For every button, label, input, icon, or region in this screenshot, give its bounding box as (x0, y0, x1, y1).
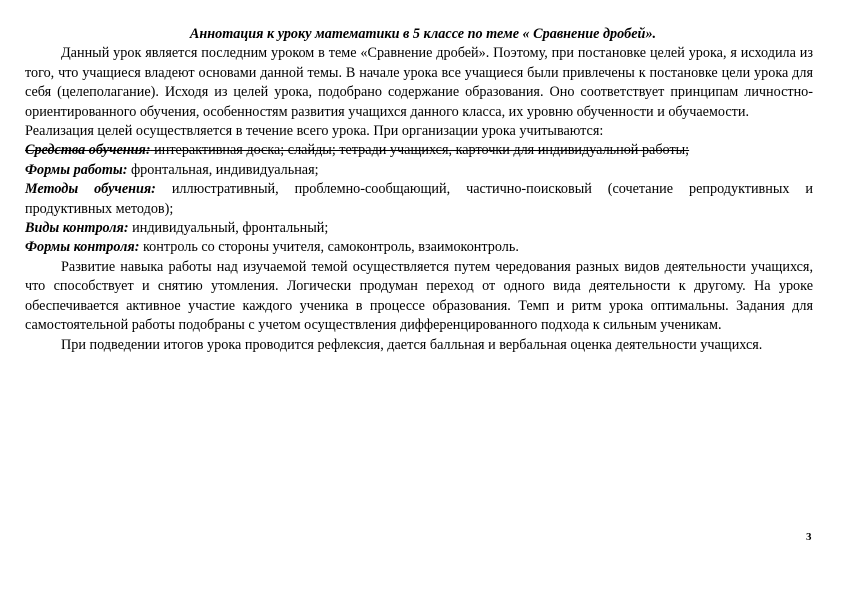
means-label: Средства обучения: (25, 142, 151, 159)
summary-paragraph: При подведении итогов урока проводится рефлексия, дается балльная и вербальная оценка деятельности учащихся. (61, 336, 763, 353)
development-paragraph: Развитие навыка работы над изучаемой темой осуществляется путем чередования разных видов деятельности учащихся, что способствует и снятию утомления. Логически продуман переход от одного вида деятельности к другому. На уроке обеспечивается активное участие каждого ученика в процессе образования. Темп и ритм урока оптимальны. Задания для самостоятельной работы подобраны с учетом осуществления дифференцированного подхода к сильным ученикам. (25, 258, 813, 334)
methods-paragraph (25, 180, 813, 219)
work-forms-text: фронтальная, индивидуальная; (127, 161, 319, 178)
control-types-text: индивидуальный, фронтальный; (128, 220, 329, 237)
control-forms-label: Формы контроля: (25, 239, 140, 256)
work-forms-paragraph (25, 161, 813, 180)
methods-label: Методы обучения: (25, 181, 156, 198)
document-page (25, 25, 813, 355)
means-paragraph (25, 141, 813, 160)
means-text: интерактивная доска; слайды; тетради учащихся, карточки для индивидуальной работы; (150, 142, 690, 159)
control-forms-text: контроль со стороны учителя, самоконтроль, взаимоконтроль. (139, 239, 519, 256)
work-forms-label: Формы работы: (25, 161, 128, 178)
control-types-label: Виды контроля: (25, 220, 129, 237)
intro-paragraph: Данный урок является последним уроком в теме «Сравнение дробей». Поэтому, при постановке целей урока, я исходила из того, что учащиеся владеют основами данной темы. В начале урока все учащиеся были привлечены к постановке цели урока для себя (целеполагание). Исходя из целей урока, подобрано содержание образования. Оно соответствует принципам личностно-ориентированного обучения, особенностям развития учащихся данного класса, их уровню обученности и обучаемости. (25, 45, 813, 120)
methods-text: иллюстративный, проблемно-сообщающий, частично-поисковый (сочетание репродуктивных и продуктивных методов); (25, 181, 813, 217)
control-types-paragraph (25, 219, 813, 238)
realization-paragraph: Реализация целей осуществляется в течение всего урока. При организации урока учитываются: (25, 123, 604, 140)
document-title: Аннотация к уроку математики в 5 классе по теме « Сравнение дробей». (189, 26, 657, 42)
control-forms-paragraph (25, 238, 813, 257)
page-number: 3 (806, 531, 812, 543)
